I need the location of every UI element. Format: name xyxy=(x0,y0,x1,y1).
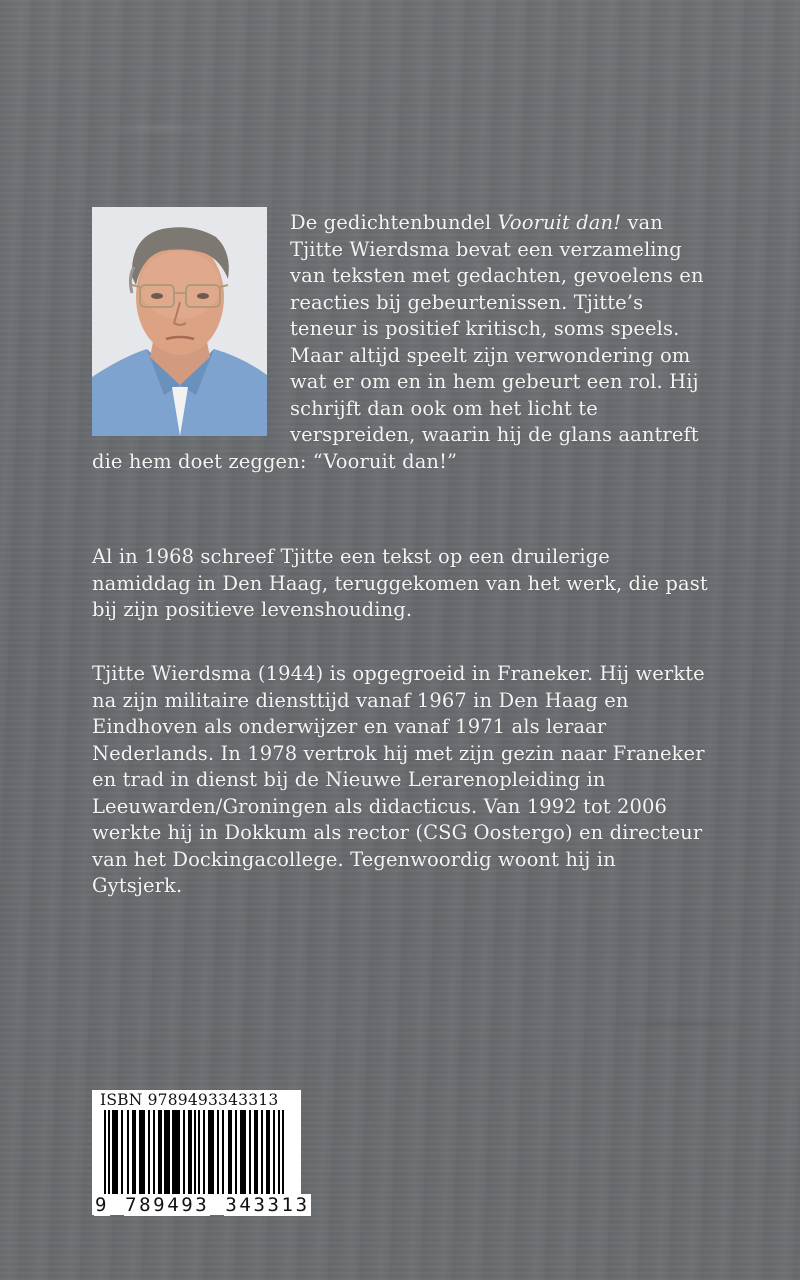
isbn-digits-left: 789493 xyxy=(125,1194,210,1216)
blurb-paragraph-2 xyxy=(92,544,712,624)
barcode-bars xyxy=(98,1110,294,1206)
book-title-italic: Vooruit dan! xyxy=(497,211,622,234)
intro-rest: van Tjitte Wierdsma bevat een verzameling van teksten met gedachten, gevoelens en reacties bij gebeurtenissen. Tjitte’s teneur is positief kritisch, soms speels. Maar altijd speelt zijn verwondering om wat er om en in hem gebeurt een rol. Hij schrijft dan ook om het licht te verspreiden, waarin hij de glans aantreft die hem doet zeggen: “Vooruit dan!” xyxy=(92,211,704,473)
isbn-digit-first: 9 xyxy=(95,1194,110,1216)
paragraph-2-text: Al in 1968 schreef Tjitte een tekst op een druilerige namiddag in Den Haag, teruggekomen van het werk, die past bij zijn positieve levenshouding. xyxy=(92,545,708,621)
biography-text: Tjitte Wierdsma (1944) is opgegroeid in Franeker. Hij werkte na zijn militaire diensttijd vanaf 1967 in Den Haag en Eindhoven als onderwijzer en vanaf 1971 als leraar Nederlands. In 1978 vertrok hij met zijn gezin naar Franeker en trad in dienst bij de Nieuwe Lerarenopleiding in Leeuwarden/Groningen als didacticus. Van 1992 tot 2006 werkte hij in Dokkum als rector (CSG Oostergo) en directeur van het Dockingacollege. Tegenwoordig woont hij in Gytsjerk. xyxy=(92,662,705,897)
isbn-barcode xyxy=(92,1090,310,1216)
isbn-digits-right: 343313 xyxy=(225,1194,310,1216)
photo-float-spacer xyxy=(92,210,290,446)
intro-prefix: De gedichtenbundel xyxy=(290,211,498,234)
isbn-label: ISBN 9789493343313 xyxy=(100,1091,279,1109)
author-biography xyxy=(92,661,712,900)
isbn-digits xyxy=(94,1194,310,1216)
blurb-intro xyxy=(92,210,712,475)
